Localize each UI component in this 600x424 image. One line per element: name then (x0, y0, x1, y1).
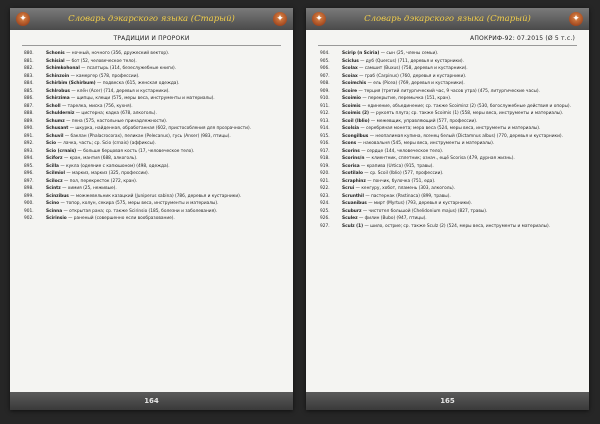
entry-number: 917. (320, 148, 330, 154)
dictionary-entry (24, 179, 281, 184)
dictionary-entry (24, 59, 281, 64)
entry-body (342, 51, 577, 56)
entry-number: 895. (24, 163, 34, 169)
entry-body (342, 209, 577, 214)
right-header-title: Словарь дэкарского языка (Старый) (364, 14, 531, 24)
entry-number: 905. (320, 58, 330, 64)
entry-definition: — филин (Bubo) (947, птицы). (358, 216, 427, 221)
entry-definition: — раненый (совершенно если вообразование). (68, 216, 175, 221)
entry-number: 926. (320, 216, 330, 221)
entry-headword: Schulderniz (46, 111, 75, 116)
ornament-icon: ✦ (273, 12, 287, 26)
entry-headword: Schonis (46, 51, 65, 56)
entry-body (342, 164, 577, 169)
entry-number: 890. (24, 126, 34, 131)
entry-headword: Scirip (n Sciria) (342, 51, 380, 56)
entry-headword: Schlrobus (46, 88, 70, 94)
entry-definition: — клиентник, сплетник; означ., ещё Scorisa (479, дурная жизнь). (365, 156, 515, 161)
dictionary-entry (24, 74, 281, 79)
entry-number: 901. (24, 208, 34, 214)
entry-headword: Scuanibus (342, 201, 367, 206)
entry-headword: Scorins/n (342, 156, 365, 161)
entry-body (342, 74, 577, 79)
entry-headword: Scongilbus (342, 133, 369, 139)
divider (318, 45, 577, 46)
entry-definition: — межевщик, управляющий (577, профессии). (370, 118, 478, 124)
entry-body (46, 89, 281, 94)
entry-headword: Scoire (342, 88, 358, 94)
left-page-header (10, 8, 293, 30)
entry-body (46, 171, 281, 176)
entry-body (46, 126, 281, 131)
entry-definition: — топор, колун, секира (575, меры веса, инструменты и материалы). (60, 201, 219, 206)
dictionary-entry (320, 201, 577, 206)
entry-number: 900. (24, 201, 34, 206)
right-page-footer (306, 392, 589, 410)
entry-body (46, 149, 281, 154)
right-page-header (306, 8, 589, 30)
dictionary-entry (320, 186, 577, 191)
dictionary-entry (24, 134, 281, 139)
entry-headword: Scoimis (2) (342, 111, 369, 116)
entry-body (46, 74, 281, 79)
entry-body (46, 104, 281, 109)
entry-body (342, 186, 577, 191)
entry-headword: Scholl (46, 103, 61, 109)
entry-body (342, 179, 577, 184)
entry-headword: Scilmiol (46, 171, 65, 176)
entry-body (46, 81, 281, 86)
entry-headword: Schuvil (46, 133, 64, 139)
entry-body (46, 216, 281, 221)
entry-definition: — подвеска (615, женская одежда). (97, 81, 180, 86)
entry-body (342, 89, 577, 94)
entry-definition: — камергер (578, профессии). (70, 73, 140, 79)
dictionary-entry (320, 171, 577, 176)
entry-body (342, 81, 577, 86)
entry-definition: — серебряная монета; мера веса (524, меры веса, инструменты и материалы). (360, 126, 541, 131)
left-page (10, 8, 293, 410)
entry-definition: — бот (52, человеческое тело). (65, 58, 137, 64)
entry-number: 893. (24, 148, 34, 154)
entry-headword: Scrunthil (342, 193, 364, 199)
entry-headword: Scinna (46, 208, 63, 214)
dictionary-entry (24, 96, 281, 101)
entry-definition: — сердце (144, человеческое тело). (361, 148, 444, 154)
left-page-footer (10, 392, 293, 410)
entry-definition: — перекрытие, перемычка (151, кран). (362, 96, 452, 101)
entry-headword: Sciforz (46, 156, 63, 161)
entry-headword: Schumz (46, 118, 65, 124)
dictionary-entry (320, 59, 577, 64)
entry-body (46, 201, 281, 206)
entry-number: 898. (24, 186, 34, 191)
dictionary-entry (320, 149, 577, 154)
entry-definition: — терция (третий литургический час, 9 часов утра) (475, литургические часы). (358, 88, 540, 94)
entry-body (342, 171, 577, 176)
dictionary-entry (320, 111, 577, 116)
entry-body (342, 59, 577, 64)
entry-body (46, 141, 281, 146)
entry-body (342, 134, 577, 139)
entry-definition: — крапива (Urtica) (915, травы). (361, 163, 434, 169)
entry-number: 920. (320, 171, 330, 176)
entry-definition: — пастернак (Pastinaca) (899, травы). (365, 193, 451, 199)
entry-headword: Scuburz (342, 208, 362, 214)
entry-body (342, 141, 577, 146)
entry-number: 880. (24, 51, 34, 56)
entry-headword: Sciclus (342, 58, 359, 64)
entry-definition: — наковальня (545, меры веса, инструменты и материалы). (357, 141, 495, 146)
dictionary-entry (24, 149, 281, 154)
entry-number: 881. (24, 58, 34, 64)
entry-definition: — ночный, ночного (356, дружеский вектор). (66, 51, 170, 56)
entry-number: 913. (320, 118, 330, 124)
entry-headword: Scoimio (342, 96, 361, 101)
entry-definition: — шкурка, найденная, обработанная (602, пристособления для прозрачности). (69, 126, 251, 131)
entry-body (342, 96, 577, 101)
entry-definition: — неопалимая купина, ясенец белый (Dictamnus albus) (770, деревья и кустарники). (369, 133, 563, 139)
entry-definition: — открытая рана; ср. также Scirinsio (185, болезни и заболевания). (63, 208, 218, 214)
entry-body (342, 66, 577, 71)
dictionary-entry (24, 171, 281, 176)
dictionary-entry (320, 156, 577, 161)
entry-number: 894. (24, 156, 34, 161)
entry-body (46, 96, 281, 101)
entry-definition: — пончик, булочка (751, еда). (367, 178, 436, 184)
left-entry-list (24, 51, 281, 224)
entry-headword: Scino (46, 201, 60, 206)
dictionary-entry (320, 51, 577, 56)
ornament-icon: ✦ (312, 12, 326, 26)
entry-number: 885. (24, 88, 34, 94)
entry-definition: — рукоять плуга; ср. также Scoimis (1) (558, меры веса, инструменты и материалы). (370, 111, 564, 116)
entry-body (342, 156, 577, 161)
entry-number: 919. (320, 163, 330, 169)
entry-body (46, 209, 281, 214)
divider (22, 45, 281, 46)
entry-headword: Scolax (342, 66, 358, 71)
dictionary-entry (320, 74, 577, 79)
left-page-number: 164 (144, 397, 159, 405)
entry-number: 891. (24, 133, 34, 139)
entry-number: 909. (320, 88, 330, 94)
entry-headword: Scrui (342, 186, 355, 191)
entry-number: 887. (24, 103, 34, 109)
dictionary-entry (24, 164, 281, 169)
dictionary-entry (24, 66, 281, 71)
entry-headword: Scolsia (342, 126, 359, 131)
dictionary-entry (24, 209, 281, 214)
entry-number: 910. (320, 96, 330, 101)
entry-headword: Scotilalo (342, 171, 363, 176)
entry-body (46, 164, 281, 169)
dictionary-entry (320, 126, 577, 131)
dictionary-entry (24, 141, 281, 146)
entry-number: 922. (320, 186, 330, 191)
entry-body (342, 216, 577, 221)
entry-definition: — тарелка, миска (756, кухня). (61, 103, 133, 109)
right-section-title: АПОКРИФ-92: 07.2015 (Ø 5 т.с.) (470, 35, 575, 42)
entry-body (46, 134, 281, 139)
entry-number: 889. (24, 118, 34, 124)
entry-number: 904. (320, 51, 330, 56)
dictionary-entry (320, 104, 577, 109)
entry-number: 911. (320, 103, 330, 109)
dictionary-entry (320, 66, 577, 71)
entry-definition: — лачка, часть; ср. Scio (crnais) (аффиксы). (57, 141, 156, 146)
entry-headword: Scilla (46, 163, 59, 169)
entry-number: 888. (24, 111, 34, 116)
entry-number: 884. (24, 81, 34, 86)
entry-body (46, 186, 281, 191)
entry-headword: Scio (crnais) (46, 148, 77, 154)
entry-definition: — пена (575, настольные принадлежности). (66, 118, 168, 124)
entry-headword: Scirinsio (46, 216, 67, 221)
dictionary-entry (320, 134, 577, 139)
entry-definition: — баклан (Phalacrocorax), пеликан (Pelecanus), гусь (Anser) (983, птицы). (64, 133, 231, 139)
dictionary-entry (24, 81, 281, 86)
entry-headword: Scorins (342, 148, 360, 154)
dictionary-entry (24, 156, 281, 161)
entry-number: 892. (24, 141, 34, 146)
entry-headword: Sculz (1) (342, 223, 364, 229)
entry-headword: Scoimis (342, 103, 361, 109)
entry-body (46, 179, 281, 184)
dictionary-entry (24, 104, 281, 109)
entry-number: 916. (320, 141, 330, 146)
entry-definition: — ель (Picea) (769, деревья и кустарники). (367, 81, 465, 86)
entry-definition: — пол, перекресток (272, кран). (63, 178, 138, 184)
entry-number: 914. (320, 126, 330, 131)
entry-headword: Scilocz (46, 178, 63, 184)
entry-number: 927. (320, 223, 330, 229)
entry-definition: — чистотел большой (Chelidonium majus) (827, травы). (362, 208, 488, 214)
entry-headword: Scons (342, 141, 357, 146)
entry-number: 915. (320, 133, 330, 139)
dictionary-entry (24, 119, 281, 124)
entry-definition: — химия (25, неживые). (62, 186, 117, 191)
entry-body (342, 149, 577, 154)
entry-headword: Scio (46, 141, 57, 146)
entry-body (342, 194, 577, 199)
entry-definition: — клён (Acer) (714, деревья и кустарники). (71, 88, 170, 94)
ornament-icon: ✦ (16, 12, 30, 26)
entry-definition: — цистерна; кадка (678, алкоголь). (75, 111, 157, 116)
dictionary-entry (320, 164, 577, 169)
entry-headword: Schusant (46, 126, 69, 131)
entry-headword: Schirbim (Schirbum) (46, 81, 96, 86)
dictionary-entry (320, 141, 577, 146)
right-entry-list (320, 51, 577, 231)
dictionary-entry (320, 194, 577, 199)
dictionary-entry (24, 111, 281, 116)
dictionary-entry (24, 89, 281, 94)
dictionary-entry (24, 126, 281, 131)
entry-definition: — самшит (Buxus) (758, деревья и кустарники). (359, 66, 468, 71)
left-header-title: Словарь дэкарского языка (Старый) (68, 14, 235, 24)
entry-number: 883. (24, 73, 34, 79)
entry-body (46, 59, 281, 64)
dictionary-entry (320, 179, 577, 184)
entry-definition: — дуб (Quercus) (711, деревья и кустарники). (360, 58, 464, 64)
entry-definition: — единение, объединение; ср. также Scoiminz (2) (530, богослужебные действия и опоры). (361, 103, 571, 109)
dictionary-entry (320, 216, 577, 221)
entry-definition: — больше берцовая кость (17, человеческое тело). (77, 148, 195, 154)
dictionary-entry (320, 224, 577, 229)
entry-body (46, 111, 281, 116)
entry-number: 925. (320, 208, 330, 214)
entry-body (46, 194, 281, 199)
entry-definition: — шило, острие; ср. также Sculz (2) (524, меры веса, инструменты и материалы). (364, 223, 551, 229)
entry-body (342, 111, 577, 116)
entry-definition: — щипцы, клещи (575, меры веса, инструменты и материалы). (71, 96, 215, 101)
dictionary-entry (320, 89, 577, 94)
dictionary-entry (320, 209, 577, 214)
entry-number: 908. (320, 81, 330, 86)
right-page (306, 8, 589, 410)
dictionary-entry (320, 81, 577, 86)
entry-headword: Schimkohonal (46, 66, 80, 71)
entry-body (46, 66, 281, 71)
entry-body (46, 156, 281, 161)
dictionary-entry (24, 201, 281, 206)
entry-headword: Schisial (46, 58, 65, 64)
entry-headword: Scoimchis (342, 81, 367, 86)
entry-body (46, 51, 281, 56)
entry-headword: Sculez (342, 216, 358, 221)
entry-headword: Scoiax (342, 73, 358, 79)
entry-number: 907. (320, 73, 330, 79)
left-section-title: ТРАДИЦИИ И ПРОРОКИ (113, 35, 190, 42)
entry-headword: Scintz (46, 186, 61, 191)
entry-number: 902. (24, 216, 34, 221)
entry-number: 899. (24, 193, 34, 199)
entry-number: 912. (320, 111, 330, 116)
entry-definition: — кукла (одеяние с капюшоном) (498, одежда). (60, 163, 170, 169)
entry-number: 923. (320, 193, 330, 199)
entry-headword: Scinzibus (46, 193, 69, 199)
ornament-icon: ✦ (569, 12, 583, 26)
entry-number: 897. (24, 178, 34, 184)
entry-body (342, 224, 577, 229)
entry-body (342, 126, 577, 131)
entry-number: 918. (320, 156, 330, 161)
entry-body (342, 201, 577, 206)
entry-headword: Scraphinz (342, 178, 366, 184)
entry-definition: — граб (Carpinus) (760, деревья и кустарники). (359, 73, 467, 79)
entry-number: 896. (24, 171, 34, 176)
entry-headword: Schirzima (46, 96, 70, 101)
entry-definition: — кран, мантия (688, алкоголь). (63, 156, 138, 161)
dictionary-entry (320, 96, 577, 101)
entry-headword: Scoil (Iblio) (342, 118, 370, 124)
entry-headword: Scorisa (342, 163, 360, 169)
entry-definition: — маркиз, маркиз (325, профессии). (66, 171, 150, 176)
entry-body (342, 119, 577, 124)
entry-number: 921. (320, 178, 330, 184)
right-page-number: 165 (440, 397, 455, 405)
entry-number: 882. (24, 66, 34, 71)
dictionary-entry (320, 119, 577, 124)
dictionary-entry (24, 186, 281, 191)
entry-definition: — сын (25, члены семьи). (380, 51, 439, 56)
entry-number: 906. (320, 66, 330, 71)
entry-number: 886. (24, 96, 34, 101)
entry-definition: — ср. Scoil (Iblio) (577, профессии). (364, 171, 444, 176)
entry-definition: — можжевельник казацкий (Juniperus sabina) (786, деревья и кустарники). (70, 193, 242, 199)
entry-body (342, 104, 577, 109)
entry-definition: — мирт (Myrtus) (793, деревья и кустарники). (368, 201, 473, 206)
entry-headword: Schinzoin (46, 73, 70, 79)
entry-definition: — псалтырь (314, безеслужебные книги). (81, 66, 177, 71)
dictionary-entry (24, 51, 281, 56)
entry-body (46, 119, 281, 124)
dictionary-entry (24, 216, 281, 221)
entry-number: 924. (320, 201, 330, 206)
dictionary-entry (24, 194, 281, 199)
entry-definition: — кенгуру, хобот, пламень (303, алкоголь). (355, 186, 456, 191)
